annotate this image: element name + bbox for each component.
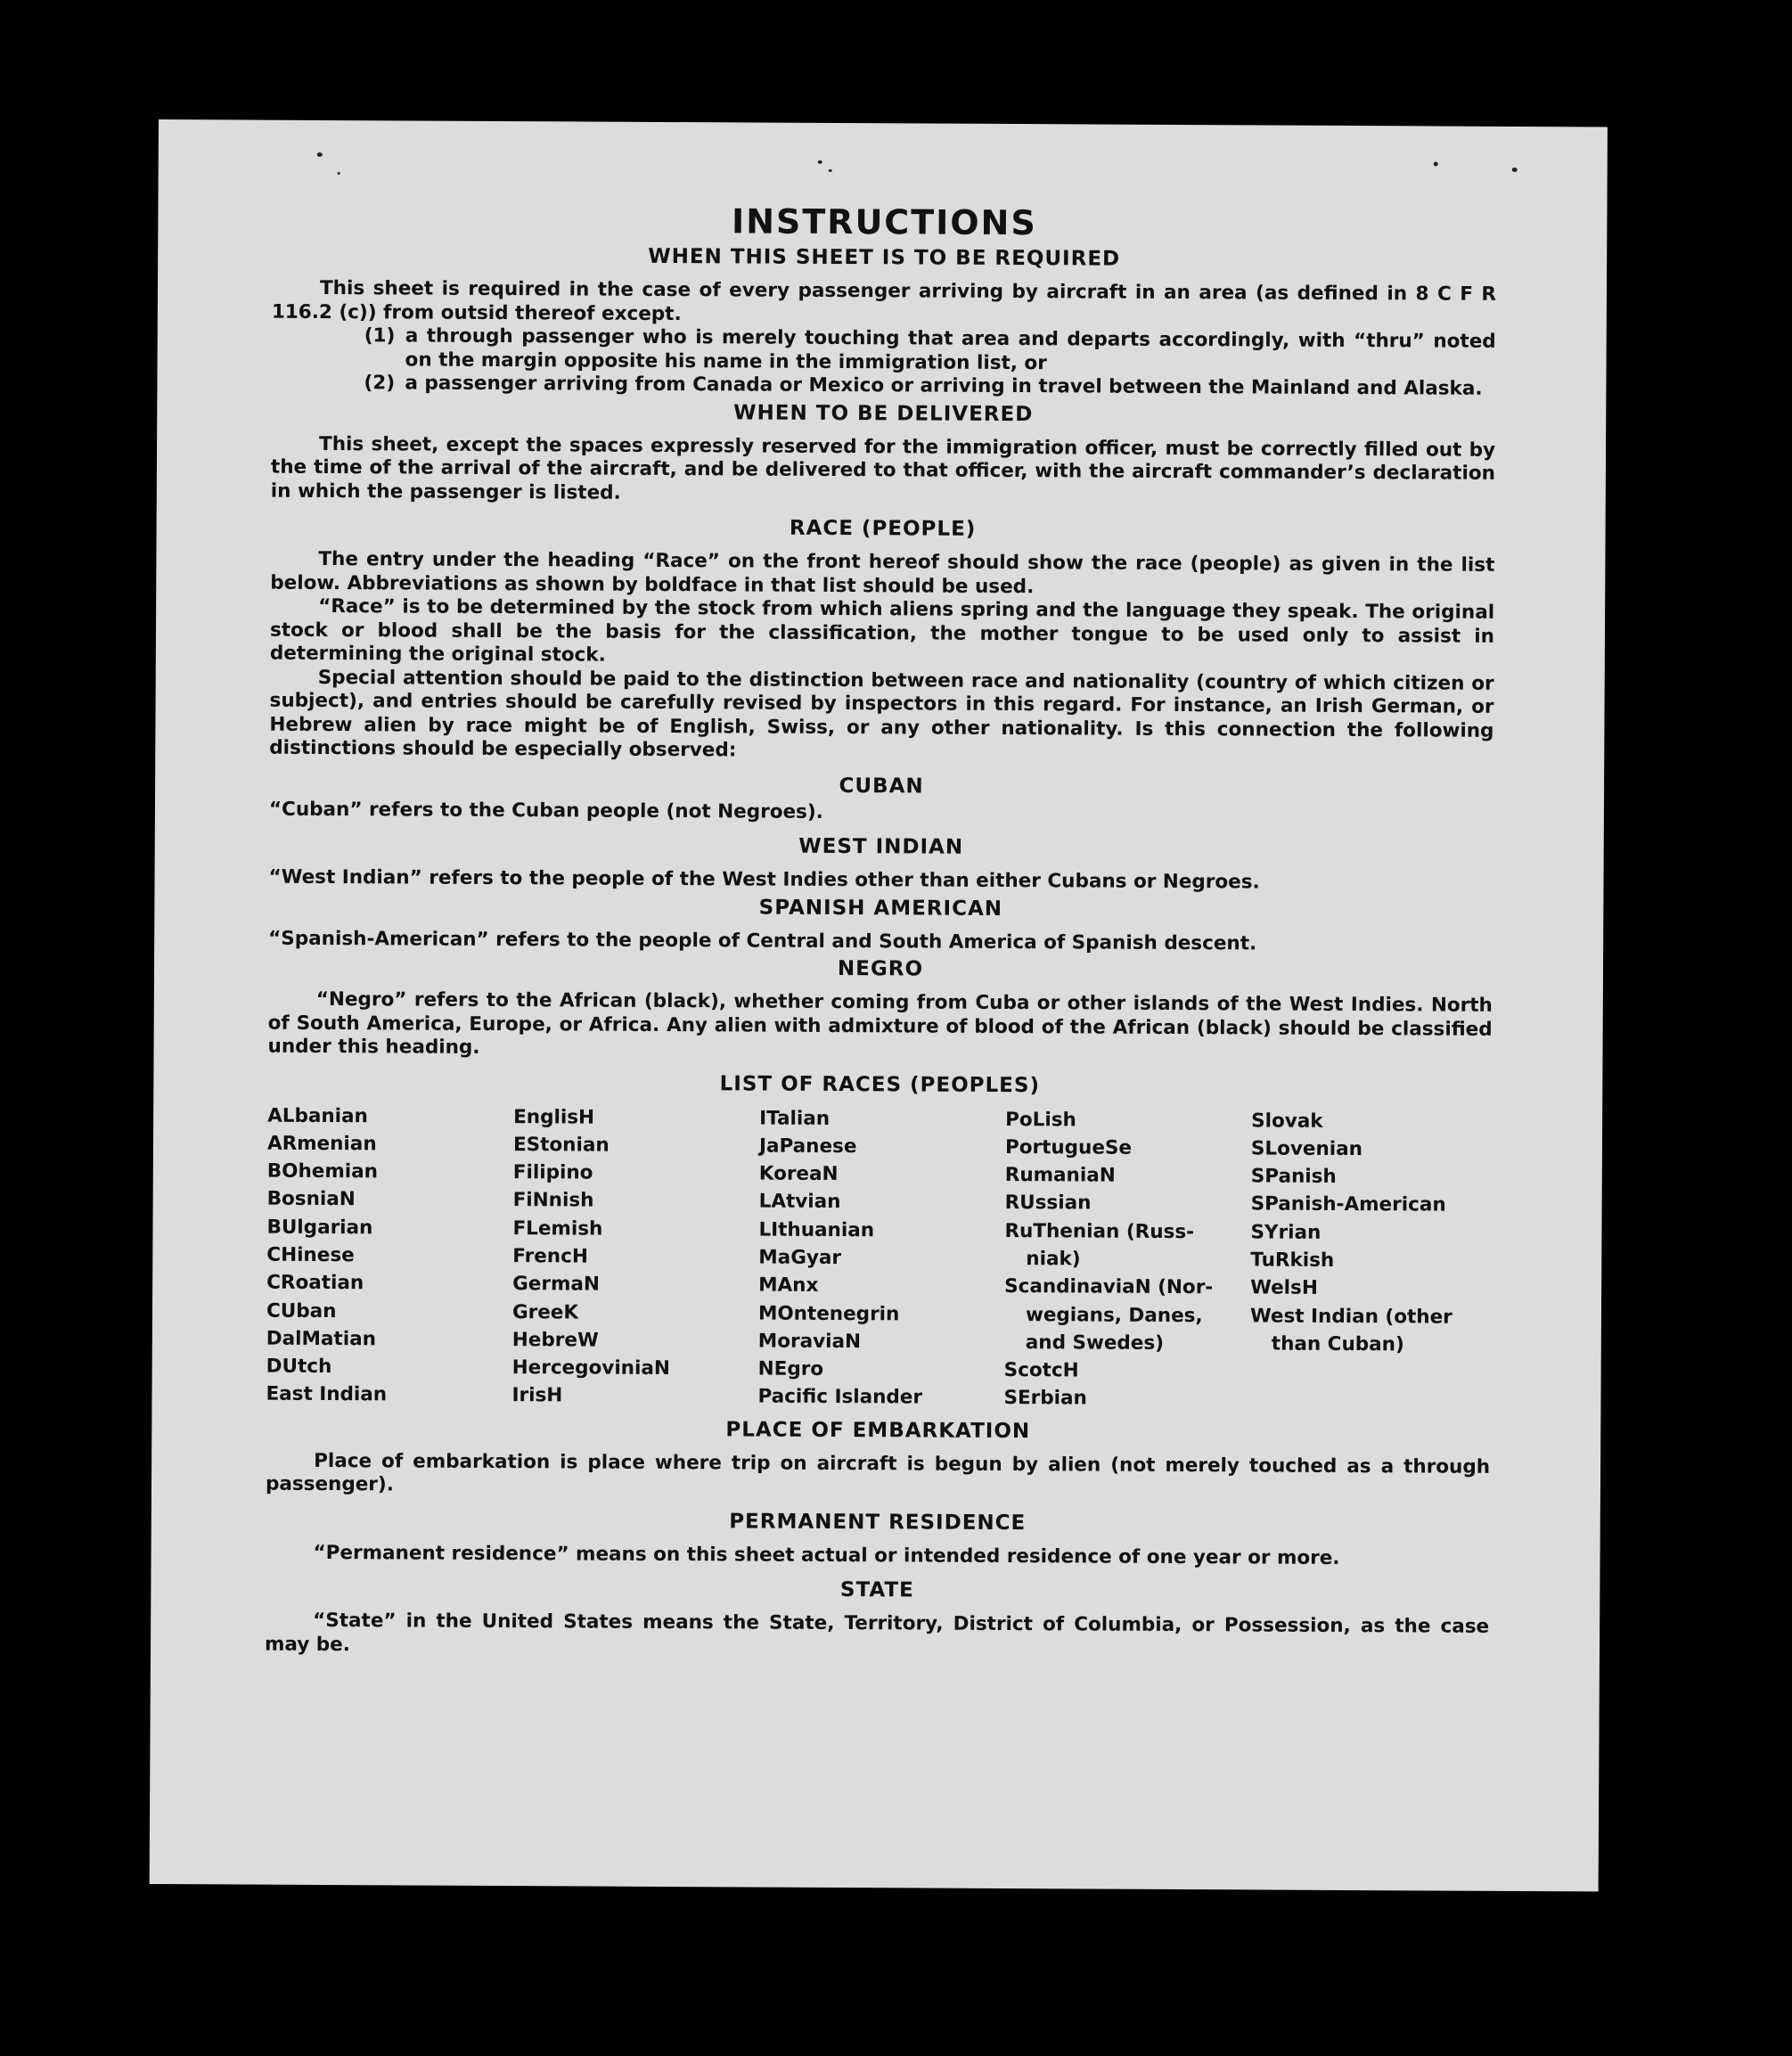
race-column-3 xyxy=(757,1104,1005,1413)
speck-mark xyxy=(338,172,340,175)
race-entry: SLovenian xyxy=(1250,1137,1363,1160)
race-column-2 xyxy=(511,1103,759,1412)
state-text: “State” in the United States means the State, Territory, District of Columbia, or Possession, as the case may be. xyxy=(264,1610,1490,1656)
race-entry: JaPanese xyxy=(758,1134,857,1158)
speck-mark xyxy=(317,152,323,157)
embarkation-text: Place of embarkation is place where trip on aircraft is begun by alien (not merely touched as a through passenger). xyxy=(265,1449,1491,1496)
race-entry: CRoatian xyxy=(266,1271,364,1295)
race-entry: SYrian xyxy=(1250,1221,1321,1244)
heading-when-required: WHEN THIS SHEET IS TO BE REQUIRED xyxy=(648,244,1121,271)
race-entry: RumaniaN xyxy=(1004,1164,1116,1187)
race-entry: LIthuanian xyxy=(758,1218,875,1241)
delivered-text: This sheet, except the spaces expressly reserved for the immigration officer, must be correctly filled out by the time of the arrival of the aircraft, and be delivered to that officer, with the aircraft commander’s declaration in which the passenger is listed. xyxy=(270,432,1496,504)
race-entry: West Indian (other xyxy=(1249,1305,1452,1329)
race-entry: CUban xyxy=(266,1299,337,1323)
race-entry: RUssian xyxy=(1004,1192,1092,1215)
heading-embarkation: PLACE OF EMBARKATION xyxy=(725,1418,1031,1443)
document-sheet xyxy=(150,119,1608,1891)
exception-number: (1) xyxy=(364,324,396,348)
race-entry: wegians, Danes, xyxy=(1025,1303,1203,1327)
race-entry: PoLish xyxy=(1005,1108,1076,1131)
exception-text: a passenger arriving from Canada or Mexico or arriving in travel between the Mainland and Alaska. xyxy=(405,372,1483,400)
race-entry: SPanish xyxy=(1250,1165,1337,1189)
race-entry: WelsH xyxy=(1250,1276,1318,1300)
race-entry: HercegoviniaN xyxy=(511,1356,670,1380)
race-entry: EStonian xyxy=(512,1133,610,1157)
heading-cuban: CUBAN xyxy=(839,774,924,799)
heading-negro: NEGRO xyxy=(837,957,924,981)
race-entry: ITalian xyxy=(759,1107,831,1130)
heading-state: STATE xyxy=(839,1578,914,1602)
heading-when-delivered: WHEN TO BE DELIVERED xyxy=(733,400,1034,426)
race-paragraph-1: The entry under the heading “Race” on the front hereof should show the race (people) as given in the list below. Abbreviations as shown by boldface in that list should be used. xyxy=(270,547,1495,598)
exception-item-1 xyxy=(272,324,1496,378)
exception-text: a through passenger who is merely touching that area and departs accordingly, with “thru” noted on the margin opposite his name in the immigration list, or xyxy=(405,324,1496,374)
race-entry: GreeK xyxy=(511,1300,579,1324)
race-entry: EnglisH xyxy=(513,1105,595,1129)
required-intro: This sheet is required in the case of every passenger arriving by aircraft in an area (as defined in 8 C F R 116.2 (c)) from outsid thereof except. xyxy=(271,276,1497,325)
heading-permanent-residence: PERMANENT RESIDENCE xyxy=(729,1510,1027,1535)
race-entry: HebreW xyxy=(511,1328,599,1352)
speck-mark xyxy=(818,160,822,164)
cuban-text: “Cuban” refers to the Cuban people (not Negroes). xyxy=(268,798,823,823)
heading-west-indian: WEST INDIAN xyxy=(798,834,964,859)
race-entry: DUtch xyxy=(266,1355,332,1379)
race-paragraph-3: Special attention should be paid to the distinction between race and nationality (country of which citizen or subject), and entries should be carefully revised by inspectors in this regard. For instance, an Irish German, or Hebrew alien by race might be of English, Swiss, or any other nationality. Is this connection the following distinctions should be especially observed: xyxy=(269,666,1494,762)
race-entry: Slovak xyxy=(1251,1109,1323,1133)
speck-mark xyxy=(829,169,832,172)
spanish-american-text: “Spanish-American” refers to the people of Central and South America of Spanish descent. xyxy=(268,927,1257,954)
race-entry: ScotcH xyxy=(1003,1359,1079,1382)
race-entry: Pacific Islander xyxy=(757,1386,923,1409)
race-entry: MOntenegrin xyxy=(757,1302,900,1325)
race-entry: East Indian xyxy=(266,1383,388,1406)
race-entry: ScandinaviaN (Nor- xyxy=(1004,1275,1214,1299)
negro-text: “Negro” refers to the African (black), whether coming from Cuba or other islands of the West Indies. North of South America, Europe, or Africa. Any alien with admixture of blood of the African (black) should be classified under this heading. xyxy=(267,987,1493,1059)
exception-number: (2) xyxy=(364,372,396,395)
race-entry: IrisH xyxy=(511,1384,563,1407)
race-entry: MoraviaN xyxy=(757,1330,862,1354)
race-entry: GermaN xyxy=(512,1273,600,1296)
race-entry: PortugueSe xyxy=(1004,1135,1133,1159)
race-entry: SErbian xyxy=(1003,1387,1087,1410)
race-column-5 xyxy=(1249,1107,1497,1415)
speck-mark xyxy=(1434,161,1438,166)
race-entry: FrencH xyxy=(512,1245,588,1268)
race-entry: ARmenian xyxy=(266,1132,377,1156)
race-entry: KoreaN xyxy=(758,1162,839,1186)
race-entry: RuThenian (Russ- xyxy=(1004,1219,1195,1243)
race-entry: MAnx xyxy=(758,1274,819,1298)
page-title: INSTRUCTIONS xyxy=(731,201,1037,243)
race-entry: Filipino xyxy=(512,1161,593,1184)
race-entry: LAtvian xyxy=(758,1190,841,1214)
heading-spanish-american: SPANISH AMERICAN xyxy=(758,896,1003,921)
race-entry: FLemish xyxy=(512,1216,603,1241)
race-entry: than Cuban) xyxy=(1271,1332,1404,1356)
race-paragraph-2: “Race” is to be determined by the stock from which aliens spring and the language they speak. The original stock or blood shall be the basis for the classification, the mother tongue to be used only to assist in determining the original stock. xyxy=(269,594,1495,667)
heading-list-of-races: LIST OF RACES (PEOPLES) xyxy=(719,1071,1041,1097)
race-list xyxy=(266,1102,1492,1414)
race-entry: NEgro xyxy=(757,1357,824,1381)
race-entry: niak) xyxy=(1026,1248,1081,1271)
race-entry: SPanish-American xyxy=(1250,1192,1446,1216)
race-entry: CHinese xyxy=(266,1243,355,1267)
race-entry: and Swedes) xyxy=(1025,1331,1165,1355)
race-entry: FiNnish xyxy=(512,1189,594,1212)
west-indian-text: “West Indian” refers to the people of the West Indies other than either Cubans or Negroes. xyxy=(268,865,1260,894)
race-entry: BosniaN xyxy=(266,1188,356,1211)
instructions-content xyxy=(265,199,1497,1663)
race-column-4 xyxy=(1003,1105,1251,1413)
race-entry: ALbanian xyxy=(267,1104,368,1127)
race-entry: TuRkish xyxy=(1250,1249,1335,1272)
race-entry: BOhemian xyxy=(266,1159,379,1184)
heading-race: RACE (PEOPLE) xyxy=(789,516,977,541)
race-entry: MaGyar xyxy=(758,1246,842,1270)
residence-text: “Permanent residence” means on this sheet actual or intended residence of one year or more. xyxy=(313,1541,1340,1569)
race-entry: DalMatian xyxy=(266,1327,376,1351)
race-column-1 xyxy=(266,1102,513,1410)
race-entry: BUlgarian xyxy=(266,1216,373,1239)
speck-mark xyxy=(1512,168,1518,172)
